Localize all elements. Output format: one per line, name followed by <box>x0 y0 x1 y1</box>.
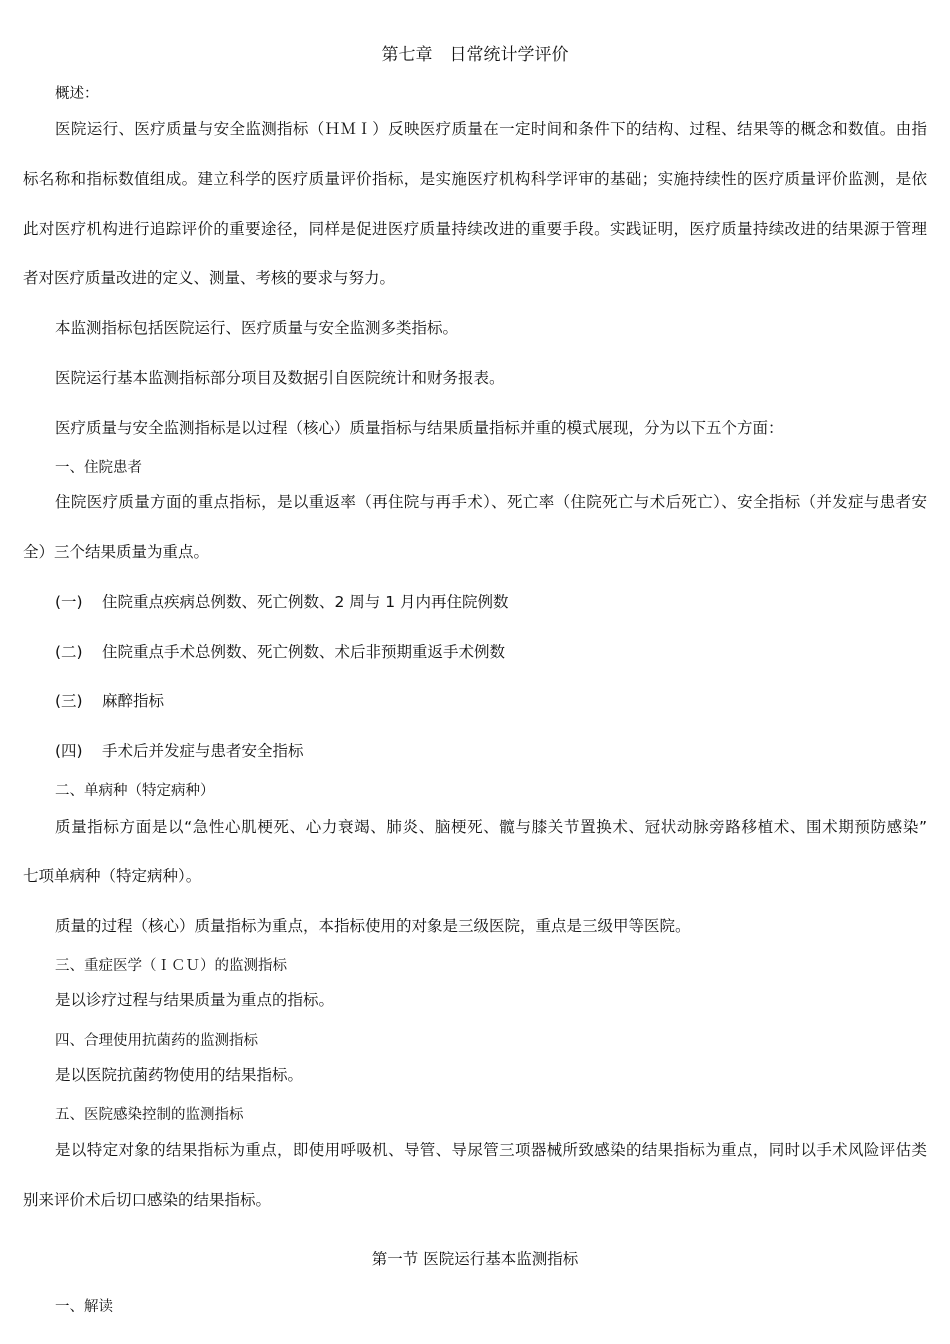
intro-line-4: 者对医疗质量改进的定义、测量、考核的要求与努力。 <box>23 269 396 287</box>
paragraph-line: 七项单病种（特定病种）。 <box>23 867 202 885</box>
intro-line-1: 医院运行、医疗质量与安全监测指标（ＨＭＩ）反映医疗质量在一定时间和条件下的结构、过程、结果等的概念和数值。由指 <box>55 120 927 138</box>
intro-line-3: 此对医疗机构进行追踪评价的重要途径，同样是促进医疗质量持续改进的重要手段。实践证明，医疗质量持续改进的结果源于管理 <box>23 220 927 238</box>
section-heading: 三、重症医学（ＩＣＵ）的监测指标 <box>55 958 287 974</box>
paragraph-line: 是以医院抗菌药物使用的结果指标。 <box>55 1066 304 1084</box>
section-title: 第一节 医院运行基本监测指标 <box>371 1250 579 1268</box>
paragraph-line: 全）三个结果质量为重点。 <box>23 543 210 561</box>
section-heading: 一、住院患者 <box>55 460 142 476</box>
list-item-text: 手术后并发症与患者安全指标 <box>102 742 304 760</box>
paragraph-line: 是以诊疗过程与结果质量为重点的指标。 <box>55 991 335 1009</box>
section-heading: 二、单病种（特定病种） <box>55 783 215 799</box>
mode-paragraph: 医疗质量与安全监测指标是以过程（核心）质量指标与结果质量指标并重的模式展现，分为以下五个方面： <box>55 419 784 437</box>
overview-label: 概述： <box>55 86 99 102</box>
paragraph-line: 质量指标方面是以“急性心肌梗死、心力衰竭、肺炎、脑梗死、髋与膝关节置换术、冠状动脉旁路移植术、围术期预防感染” <box>55 818 927 836</box>
paragraph-line: 别来评价术后切口感染的结果指标。 <box>23 1191 272 1209</box>
list-item-number: (三) <box>55 692 83 710</box>
list-item-text: 住院重点疾病总例数、死亡例数、2 周与 1 月内再住院例数 <box>102 593 509 611</box>
list-item-text: 麻醉指标 <box>102 692 165 710</box>
paragraph-line: 住院医疗质量方面的重点指标，是以重返率（再住院与再手术）、死亡率（住院死亡与术后死亡）、安全指标（并发症与患者安 <box>55 493 927 511</box>
chapter-title: 第七章 日常统计学评价 <box>381 45 569 65</box>
source-paragraph: 医院运行基本监测指标部分项目及数据引自医院统计和财务报表。 <box>55 369 505 387</box>
intro-line-2: 标名称和指标数值组成。建立科学的医疗质量评价指标，是实施医疗机构科学评审的基础；实施持续性的医疗质量评价监测，是依 <box>23 170 927 188</box>
section-heading: 五、医院感染控制的监测指标 <box>55 1107 244 1123</box>
paragraph-line: 质量的过程（核心）质量指标为重点，本指标使用的对象是三级医院，重点是三级甲等医院。 <box>55 917 691 935</box>
list-item-number: (四) <box>55 742 83 760</box>
list-item-number: (一) <box>55 593 83 611</box>
list-item-number: (二) <box>55 643 83 661</box>
sub-heading: 一、解读 <box>55 1299 113 1315</box>
list-item-text: 住院重点手术总例数、死亡例数、术后非预期重返手术例数 <box>102 643 506 661</box>
paragraph-line: 是以特定对象的结果指标为重点，即使用呼吸机、导管、导尿管三项器械所致感染的结果指标为重点，同时以手术风险评估类 <box>55 1141 927 1159</box>
scope-paragraph: 本监测指标包括医院运行、医疗质量与安全监测多类指标。 <box>55 319 459 337</box>
section-heading: 四、合理使用抗菌药的监测指标 <box>55 1033 258 1049</box>
